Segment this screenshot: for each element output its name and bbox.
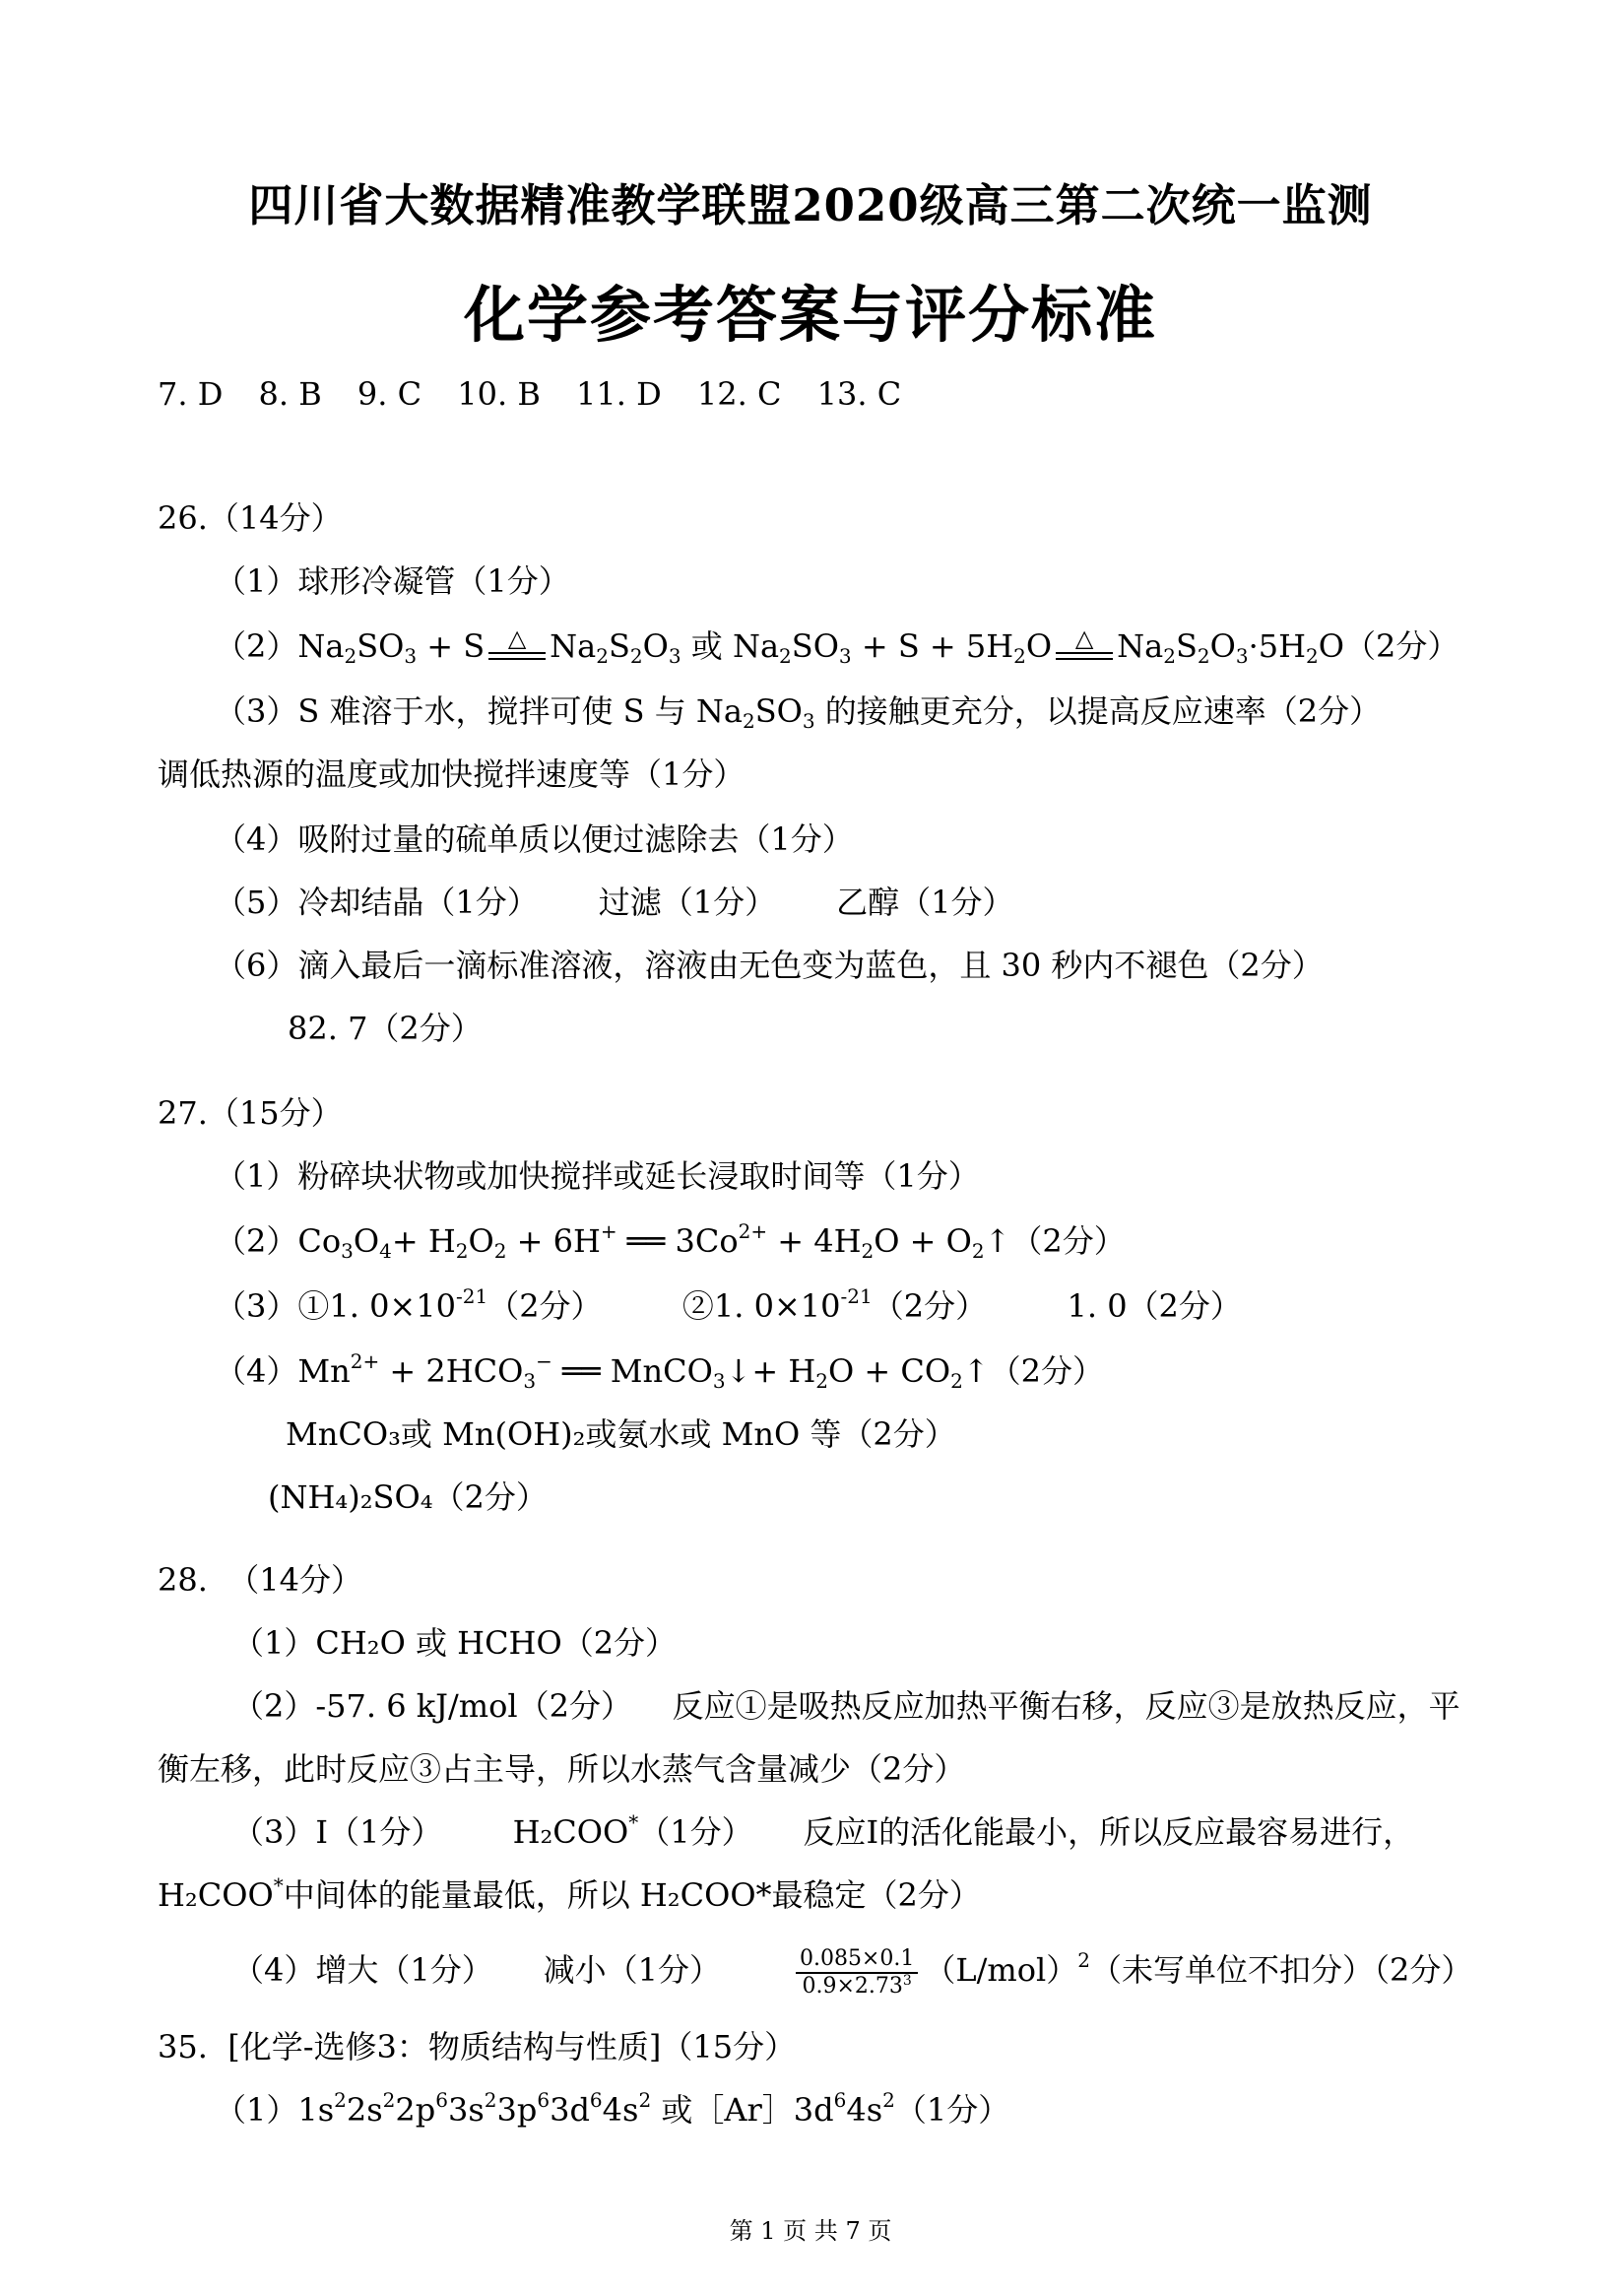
q26-answer-3-cont: 调低热源的温度或加快搅拌速度等（1分） bbox=[158, 755, 746, 793]
q28-answer-4: （4）增大（1分） 减小（1分） $\frac{0.085\times 0.1}{0.9\times 2.73^3}$ $(L/mol)^2$（未写单位不扣分）（2分） bbox=[232, 1945, 1473, 1999]
mc-answer: 12. C bbox=[696, 375, 782, 413]
q28-answer-1: （1）CH₂O 或 HCHO（2分） bbox=[232, 1624, 678, 1662]
heat-equals-sign: △ bbox=[488, 638, 546, 660]
q27-answer-2: $(2)Co_3O_4+ H_2O_2 + 6H^+$ ══ $3Co^{2+} + 4H_2O$ + $O_2↑(2$分） bbox=[215, 1219, 1126, 1263]
q26-heading: 26.（14分） bbox=[158, 499, 343, 537]
q35-answer-1: $(1)1s^22s^22p^63s^23p^63d^64s^2$ 或$[Ar]3d^64s^2(1$分） bbox=[215, 2088, 1010, 2129]
q26-answer-3: （3）S 难溶于水，搅拌可使 S 与 $Na_2SO_3$ 的接触更充分，以提高反应速率（2分） bbox=[215, 692, 1382, 733]
q27-answer-1: （1）粉碎块状物或加快搅拌或延长浸取时间等（1分） bbox=[215, 1157, 980, 1195]
q35-heading: 35. [化学-选修3：物质结构与性质]（15分） bbox=[158, 2028, 797, 2066]
q28-answer-3-cont: H₂COO*中间体的能量最低，所以 H₂COO*最稳定（2分） bbox=[158, 1873, 981, 1914]
document-subtitle: 化学参考答案与评分标准 bbox=[463, 279, 1157, 351]
q26-answer-5: （5）冷却结晶（1分） 过滤（1分） 乙醇（1分） bbox=[215, 884, 1014, 921]
q27-answer-4-c: (NH₄)₂SO₄（2分） bbox=[268, 1478, 548, 1516]
mc-answer: 13. C bbox=[816, 375, 902, 413]
q28-answer-2: （2）-57. 6 kJ/mol（2分） 反应①是吸热反应加热平衡右移，反应③是放热反应，平 bbox=[232, 1687, 1460, 1725]
mc-answer: 9. C bbox=[357, 375, 422, 413]
q26-answer-1: （1）球形冷凝管（1分） bbox=[215, 562, 570, 600]
document-title: 四川省大数据精准教学联盟2020级高三第二次统一监测 bbox=[248, 179, 1373, 231]
q28-heading: 28. （14分） bbox=[158, 1561, 362, 1599]
q27-answer-3: （3）①1. $0\times 10^{-21}(2$分） ②1. $0\times 10^{-21}(2$分） 1. 0（2分） bbox=[215, 1284, 1242, 1325]
mc-answer: 8. B bbox=[258, 375, 322, 413]
q28-answer-2-cont: 衡左移，此时反应③占主导，所以水蒸气含量减少（2分） bbox=[158, 1750, 966, 1788]
q27-answer-4-b: MnCO₃或 Mn(OH)₂或氨水或 MnO 等（2分） bbox=[286, 1415, 956, 1453]
q26-answer-6: （6）滴入最后一滴标准溶液，溶液由无色变为蓝色，且 30 秒内不褪色（2分） bbox=[215, 947, 1324, 984]
heat-equals-sign: △ bbox=[1056, 638, 1113, 660]
equilibrium-constant-fraction: $\frac{0.085\times 0.1}{0.9\times 2.73^3}$ bbox=[796, 1946, 918, 2000]
q27-answer-4: $(4)Mn^{2+} + 2HCO_3^-$ ══ MnCO$_3$↓+ $H_2O$ + $CO_2↑(2$分） bbox=[215, 1349, 1105, 1393]
mc-answer: 11. D bbox=[576, 375, 662, 413]
q26-answer-6-value: 82. 7（2分） bbox=[288, 1010, 483, 1047]
q28-answer-3: （3）Ⅰ（1分） H₂COO*（1分） 反应Ⅰ的活化能最小，所以反应最容易进行， bbox=[232, 1810, 1415, 1851]
mc-answer: 10. B bbox=[457, 375, 541, 413]
q26-answer-2: $(2)Na_2SO_3 + S$ △ $Na_2S_2O_3$ 或 $Na_2SO_3 + S + 5H_2O$ △ $Na_2S_2O_3\cdot 5H_2O(2$分） bbox=[215, 623, 1459, 668]
q27-heading: 27.（15分） bbox=[158, 1094, 343, 1132]
multiple-choice-answers bbox=[158, 374, 927, 414]
q26-answer-4: （4）吸附过量的硫单质以便过滤除去（1分） bbox=[215, 820, 854, 858]
page-footer: 第 1 页 共 7 页 bbox=[729, 2217, 892, 2245]
mc-answer: 7. D bbox=[158, 375, 224, 413]
